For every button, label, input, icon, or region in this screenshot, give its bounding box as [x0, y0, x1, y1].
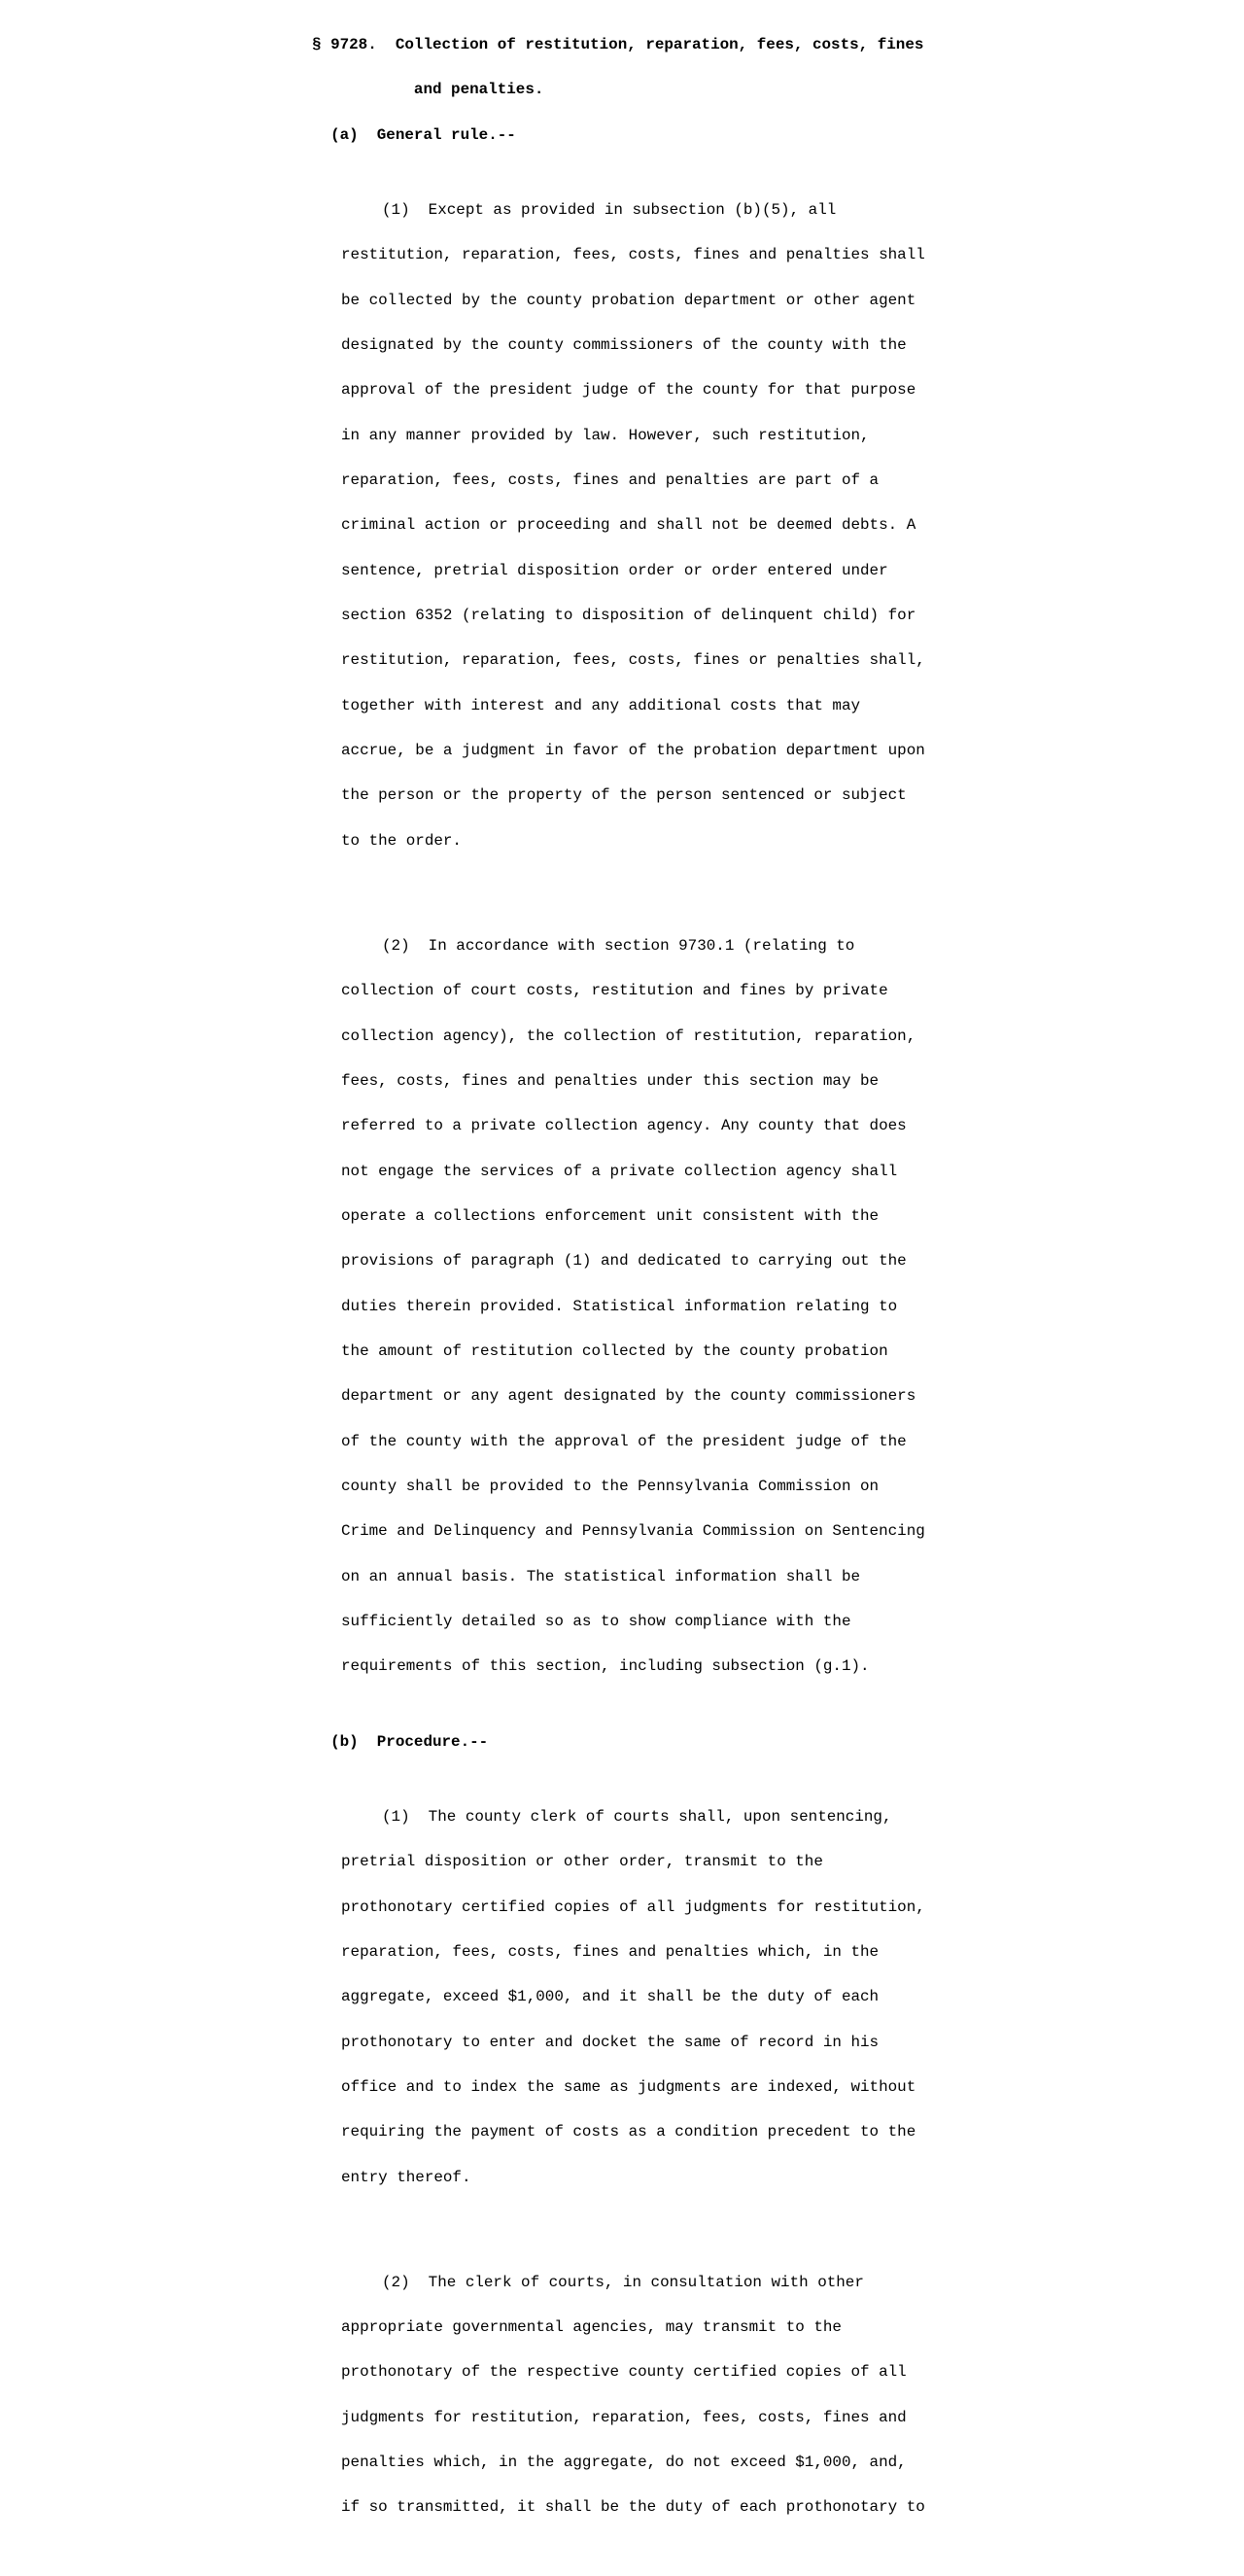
subsection-a-paragraph-2 — [312, 909, 934, 1705]
text-line: appropriate governmental agencies, may transmit to the — [341, 2318, 842, 2337]
text-line: fees, costs, fines and penalties under this section may be — [341, 1071, 880, 1090]
statute-text — [312, 8, 934, 2576]
text-line: requiring the payment of costs as a condition precedent to the — [341, 2123, 916, 2141]
text-line: sufficiently detailed so as to show compliance with the — [341, 1612, 851, 1630]
section-title-line2: and penalties. — [413, 81, 544, 99]
text-line: (2) In accordance with section 9730.1 (relating to — [382, 936, 855, 955]
section-heading-line2 — [312, 83, 934, 97]
text-line: entry thereof. — [341, 2168, 471, 2186]
text-line: judgments for restitution, reparation, fees, costs, fines and — [341, 2408, 907, 2426]
subsection-a-heading — [312, 125, 934, 144]
text-line: not engage the services of a private collection agency shall — [341, 1162, 898, 1180]
subsection-a-paragraph-1 — [312, 173, 934, 879]
subsection-b-label: (b) — [330, 1732, 359, 1751]
text-line: the amount of restitution collected by the county probation — [341, 1341, 888, 1360]
text-line: office and to index the same as judgments are indexed, without — [341, 2077, 916, 2096]
text-line: together with interest and any additional costs that may — [341, 696, 861, 714]
text-line: pretrial disposition or other order, transmit to the — [341, 1853, 823, 1871]
text-line: (1) The county clerk of courts shall, upon sentencing, — [382, 1807, 892, 1826]
text-line: the person or the property of the person sentenced or subject — [341, 786, 907, 805]
section-heading-line1 — [312, 35, 934, 53]
text-line: restitution, reparation, fees, costs, fines and penalties shall — [341, 246, 925, 264]
subsection-a-title: General rule.-- — [376, 125, 516, 144]
text-line: in any manner provided by law. However, such restitution, — [341, 426, 870, 444]
text-line: designated by the county commissioners of the county with the — [341, 335, 907, 354]
text-line: referred to a private collection agency. Any county that does — [341, 1117, 907, 1135]
text-line: of the county with the approval of the president judge of the — [341, 1432, 907, 1450]
text-line: county shall be provided to the Pennsylvania Commission on — [341, 1477, 880, 1495]
section-number: § 9728. — [312, 35, 377, 53]
text-line: be collected by the county probation department or other agent — [341, 291, 916, 309]
text-line: (1) Except as provided in subsection (b)(5), all — [382, 200, 837, 219]
text-line: prothonotary of the respective county certified copies of all — [341, 2363, 907, 2382]
text-line: provisions of paragraph (1) and dedicated to carrying out the — [341, 1252, 907, 1271]
subsection-a-label: (a) — [330, 125, 359, 144]
text-line: department or any agent designated by the county commissioners — [341, 1387, 916, 1406]
text-line: section 6352 (relating to disposition of delinquent child) for — [341, 606, 916, 624]
text-line: requirements of this section, including subsection (g.1). — [341, 1657, 870, 1676]
text-line: prothonotary to enter and docket the same of record in his — [341, 2033, 880, 2051]
text-line: reparation, fees, costs, fines and penalties which, in the — [341, 1942, 880, 1961]
subsection-b-paragraph-2 — [312, 2245, 934, 2546]
text-line: on an annual basis. The statistical information shall be — [341, 1567, 861, 1585]
text-line: reparation, fees, costs, fines and penalties are part of a — [341, 470, 880, 489]
subsection-b-paragraph-1 — [312, 1780, 934, 2215]
subsection-b-title: Procedure.-- — [376, 1732, 489, 1751]
text-line: prothonotary certified copies of all judgments for restitution, — [341, 1897, 925, 1916]
subsection-b-heading — [312, 1732, 934, 1751]
text-line: collection of court costs, restitution and fines by private — [341, 982, 888, 1000]
text-line: (2) The clerk of courts, in consultation with other — [382, 2273, 864, 2291]
text-line: criminal action or proceeding and shall not be deemed debts. A — [341, 516, 916, 535]
text-line: approval of the president judge of the county for that purpose — [341, 381, 916, 400]
text-line: Crime and Delinquency and Pennsylvania Commission on Sentencing — [341, 1522, 925, 1541]
text-line: restitution, reparation, fees, costs, fines or penalties shall, — [341, 651, 925, 670]
text-line: aggregate, exceed $1,000, and it shall be the duty of each — [341, 1988, 880, 2006]
text-line: to the order. — [341, 831, 462, 850]
text-line: operate a collections enforcement unit consistent with the — [341, 1206, 880, 1225]
text-line: accrue, be a judgment in favor of the probation department upon — [341, 741, 925, 759]
text-line: duties therein provided. Statistical information relating to — [341, 1297, 898, 1315]
text-line: if so transmitted, it shall be the duty of each prothonotary to — [341, 2498, 925, 2517]
text-line: collection agency), the collection of restitution, reparation, — [341, 1027, 916, 1045]
section-title-line1: Collection of restitution, reparation, fees, costs, fines — [395, 35, 924, 53]
text-line: sentence, pretrial disposition order or order entered under — [341, 561, 888, 579]
text-line: penalties which, in the aggregate, do not exceed $1,000, and, — [341, 2454, 907, 2472]
